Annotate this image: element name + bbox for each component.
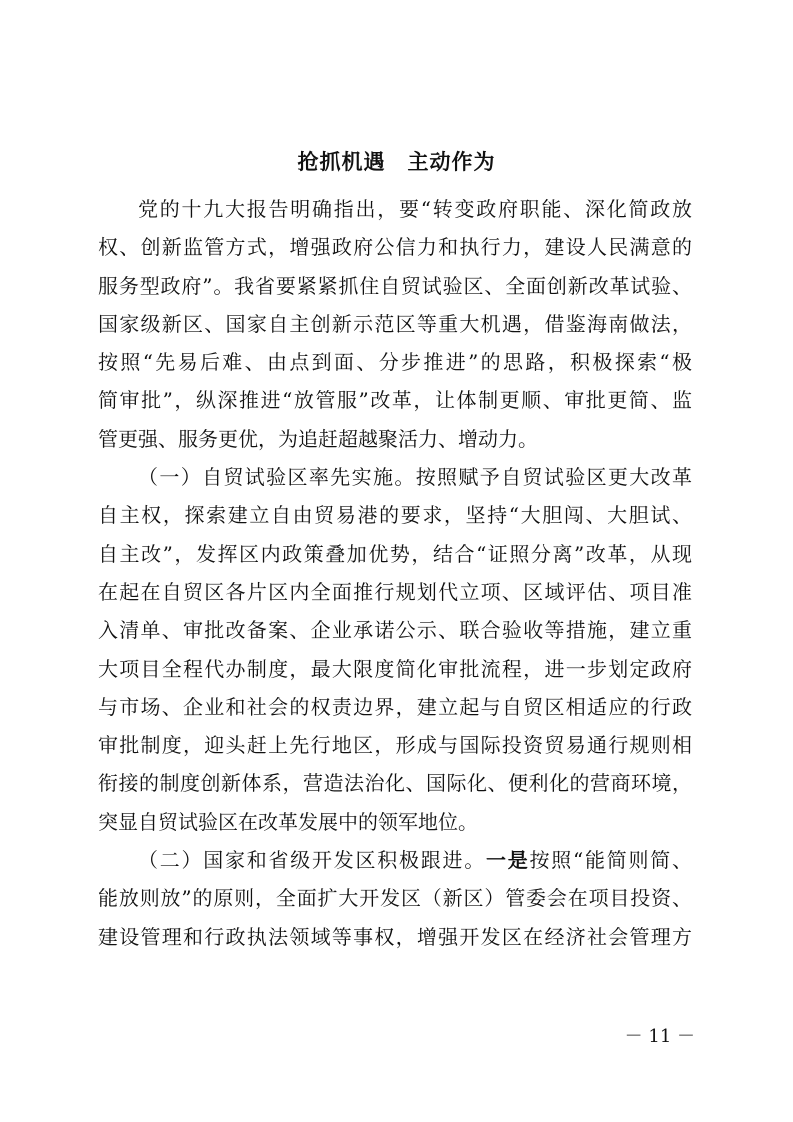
text-line: 衔接的制度创新体系，营造法治化、国际化、便利化的营商环境， xyxy=(98,771,692,796)
text-line: 与市场、企业和社会的权责边界，建立起与自贸区相适应的行政 xyxy=(98,694,692,719)
text-line: 管更强、服务更优，为追赶超越聚活力、增动力。 xyxy=(98,426,538,451)
paragraph-development-zones xyxy=(98,841,692,956)
text-line xyxy=(98,841,692,879)
text-line: 自主改”，发挥区内政策叠加优势，结合“证照分离”改革，从现 xyxy=(98,541,692,566)
text-line xyxy=(98,458,692,496)
paragraph-intro xyxy=(98,190,692,458)
text-line: 建设管理和行政执法领域等事权，增强开发区在经济社会管理方 xyxy=(98,924,692,949)
text-run: 按照赋予自贸试验区更大改革 xyxy=(415,465,693,490)
text-line: 能放则放”的原则，全面扩大开发区（新区）管委会在项目投资、 xyxy=(98,886,692,911)
text-line: 入清单、审批改备案、企业承诺公示、联合验收等措施，建立重 xyxy=(98,618,692,643)
text-line: 按照“先易后难、由点到面、分步推进”的思路，积极探索“极 xyxy=(98,350,692,375)
body-text xyxy=(98,190,692,956)
text-line: 突显自贸试验区在改革发展中的领军地位。 xyxy=(98,809,478,834)
document-title: 抢抓机遇 主动作为 xyxy=(297,150,496,174)
text-line: 服务型政府”。我省要紧紧抓住自贸试验区、全面创新改革试验、 xyxy=(98,273,692,298)
emphasis-text: 一是 xyxy=(486,848,530,873)
text-run: 按照“能简则简、 xyxy=(529,848,693,873)
text-line: 大项目全程代办制度，最大限度简化审批流程，进一步划定政府 xyxy=(98,656,692,681)
text-line: 自主权，探索建立自由贸易港的要求，坚持“大胆闯、大胆试、 xyxy=(98,503,692,528)
paragraph-free-trade-zone xyxy=(98,458,692,841)
text-line: 权、创新监管方式，增强政府公信力和执行力，建设人民满意的 xyxy=(98,235,692,260)
text-line: 在起在自贸区各片区内全面推行规划代立项、区域评估、项目准 xyxy=(98,579,692,604)
section-heading: （一）自贸试验区率先实施。 xyxy=(138,465,416,490)
text-line: 党的十九大报告明确指出，要“转变政府职能、深化简政放 xyxy=(138,197,692,221)
section-heading: （二）国家和省级开发区积极跟进。 xyxy=(138,848,487,873)
text-line: 审批制度，迎头赶上先行地区，形成与国际投资贸易通行规则相 xyxy=(98,733,692,758)
text-line: 国家级新区、国家自主创新示范区等重大机遇，借鉴海南做法， xyxy=(98,311,692,336)
text-line: 简审批”，纵深推进“放管服”改革，让体制更顺、审批更简、监 xyxy=(98,388,692,413)
page-number: － 11 － xyxy=(624,1026,695,1047)
